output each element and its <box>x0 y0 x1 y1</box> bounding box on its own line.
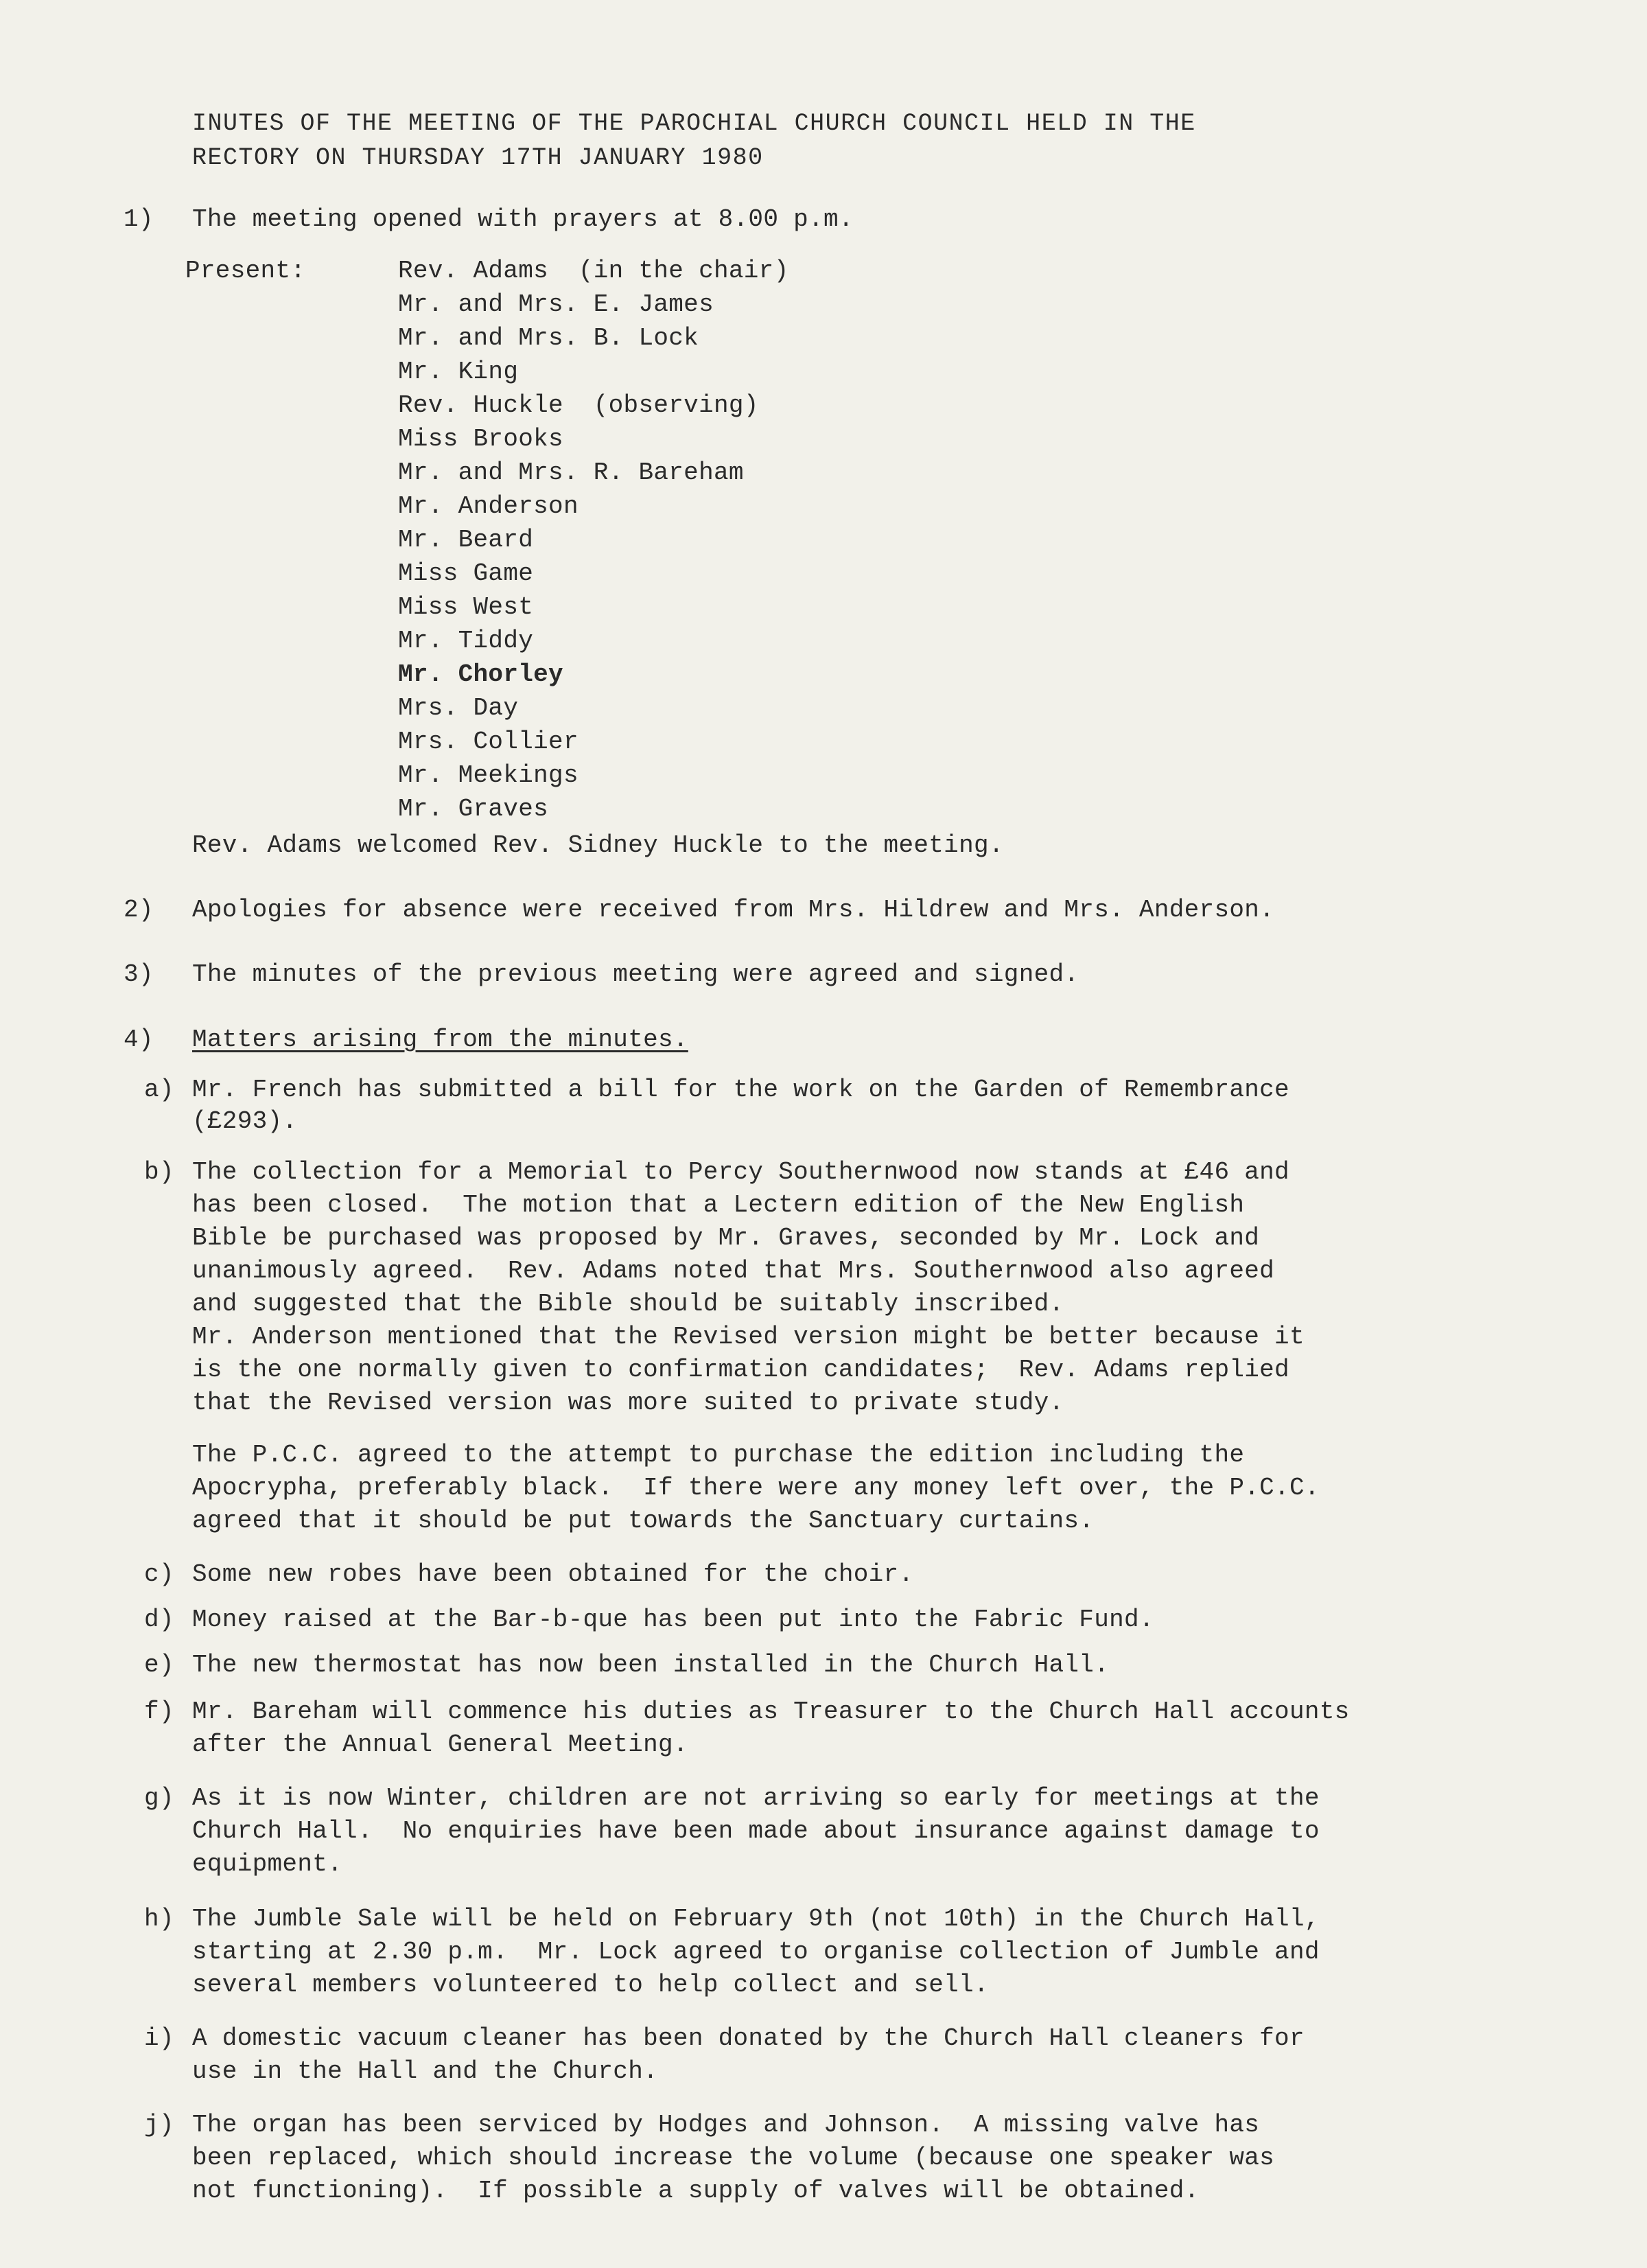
sub-item-b-line: has been closed. The motion that a Lectern edition of the New English <box>192 1191 1245 1219</box>
sub-item-g-line: Church Hall. No enquiries have been made about insurance against damage to <box>192 1817 1320 1845</box>
heading-line-1: INUTES OF THE MEETING OF THE PAROCHIAL CHURCH COUNCIL HELD IN THE <box>192 110 1196 137</box>
attendee: Mr. Chorley <box>398 660 563 688</box>
sub-item-label: i) <box>144 2024 174 2052</box>
attendee: Mr. and Mrs. E. James <box>398 290 714 319</box>
item-3-number: 3) <box>124 960 154 988</box>
sub-item-label: b) <box>144 1158 174 1186</box>
attendee: Miss Brooks <box>398 425 563 453</box>
sub-item-f-line: Mr. Bareham will commence his duties as Treasurer to the Church Hall accounts <box>192 1698 1350 1726</box>
attendee: Mr. King <box>398 358 519 386</box>
attendee: Mrs. Collier <box>398 728 579 756</box>
sub-item-b-line: The collection for a Memorial to Percy Southernwood now stands at £46 and <box>192 1158 1289 1186</box>
sub-item-b-para2-line: agreed that it should be put towards the Sanctuary curtains. <box>192 1507 1095 1535</box>
sub-item-g-line: As it is now Winter, children are not arriving so early for meetings at the <box>192 1784 1320 1812</box>
welcome-line: Rev. Adams welcomed Rev. Sidney Huckle to the meeting. <box>192 831 1004 859</box>
attendee: Mr. Meekings <box>398 761 579 789</box>
sub-item-b-line: Bible be purchased was proposed by Mr. Graves, seconded by Mr. Lock and <box>192 1224 1260 1252</box>
sub-item-label: c) <box>144 1560 174 1588</box>
sub-item-f-line: after the Annual General Meeting. <box>192 1731 688 1759</box>
sub-item-d-line: Money raised at the Bar-b-que has been put into the Fabric Fund. <box>192 1606 1154 1634</box>
attendee: Rev. Huckle (observing) <box>398 391 759 419</box>
attendee: Mr. Graves <box>398 795 549 823</box>
item-4-number: 4) <box>124 1026 154 1054</box>
sub-item-b-line: Mr. Anderson mentioned that the Revised version might be better because it <box>192 1323 1305 1351</box>
attendee: Mr. Anderson <box>398 492 579 520</box>
sub-item-b-para2-line: Apocrypha, preferably black. If there were any money left over, the P.C.C. <box>192 1474 1320 1502</box>
sub-item-c-line: Some new robes have been obtained for the choir. <box>192 1560 914 1588</box>
attendee: Miss West <box>398 593 534 621</box>
sub-item-b-line: unanimously agreed. Rev. Adams noted that Mrs. Southernwood also agreed <box>192 1257 1275 1285</box>
present-label: Present: <box>185 257 306 285</box>
sub-item-label: f) <box>144 1698 174 1726</box>
attendee: Mr. and Mrs. B. Lock <box>398 324 699 352</box>
sub-item-i-line: A domestic vacuum cleaner has been donated by the Church Hall cleaners for <box>192 2024 1305 2052</box>
sub-item-b-line: and suggested that the Bible should be suitably inscribed. <box>192 1290 1064 1318</box>
sub-item-j-line: been replaced, which should increase the volume (because one speaker was <box>192 2144 1275 2172</box>
item-2-number: 2) <box>124 896 154 924</box>
sub-item-label: j) <box>144 2111 174 2139</box>
sub-item-a-line: (£293). <box>192 1107 298 1135</box>
sub-item-b-line: is the one normally given to confirmation candidates; Rev. Adams replied <box>192 1356 1289 1384</box>
sub-item-b-para2-line: The P.C.C. agreed to the attempt to purchase the edition including the <box>192 1441 1245 1469</box>
sub-item-h-line: starting at 2.30 p.m. Mr. Lock agreed to organise collection of Jumble and <box>192 1938 1320 1966</box>
sub-item-j-line: The organ has been serviced by Hodges and Johnson. A missing valve has <box>192 2111 1260 2139</box>
sub-item-a-line: Mr. French has submitted a bill for the work on the Garden of Remembrance <box>192 1076 1289 1104</box>
attendee: Mr. and Mrs. R. Bareham <box>398 459 744 487</box>
item-3-text: The minutes of the previous meeting were agreed and signed. <box>192 960 1079 988</box>
sub-item-label: h) <box>144 1905 174 1933</box>
sub-item-label: d) <box>144 1606 174 1634</box>
attendee: Mr. Tiddy <box>398 627 534 655</box>
item-1-text: The meeting opened with prayers at 8.00 p.m. <box>192 205 854 233</box>
item-1-number: 1) <box>124 205 154 233</box>
sub-item-h-line: The Jumble Sale will be held on February 9th (not 10th) in the Church Hall, <box>192 1905 1320 1933</box>
sub-item-g-line: equipment. <box>192 1850 343 1878</box>
attendee: Mrs. Day <box>398 694 519 722</box>
matters-arising-heading: Matters arising from the minutes. <box>192 1026 688 1054</box>
sub-item-e-line: The new thermostat has now been installed in the Church Hall. <box>192 1651 1110 1679</box>
item-2-text: Apologies for absence were received from Mrs. Hildrew and Mrs. Anderson. <box>192 896 1275 924</box>
sub-item-j-line: not functioning). If possible a supply of valves will be obtained. <box>192 2177 1200 2205</box>
attendee: Miss Game <box>398 559 534 588</box>
sub-item-label: a) <box>144 1076 174 1104</box>
sub-item-label: g) <box>144 1784 174 1812</box>
sub-item-i-line: use in the Hall and the Church. <box>192 2057 659 2085</box>
heading-line-2: RECTORY ON THURSDAY 17TH JANUARY 1980 <box>192 144 764 172</box>
sub-item-label: e) <box>144 1651 174 1679</box>
sub-item-b-line: that the Revised version was more suited to private study. <box>192 1389 1064 1417</box>
attendee: Mr. Beard <box>398 526 534 554</box>
attendee: Rev. Adams (in the chair) <box>398 257 789 285</box>
sub-item-h-line: several members volunteered to help collect and sell. <box>192 1971 989 1999</box>
